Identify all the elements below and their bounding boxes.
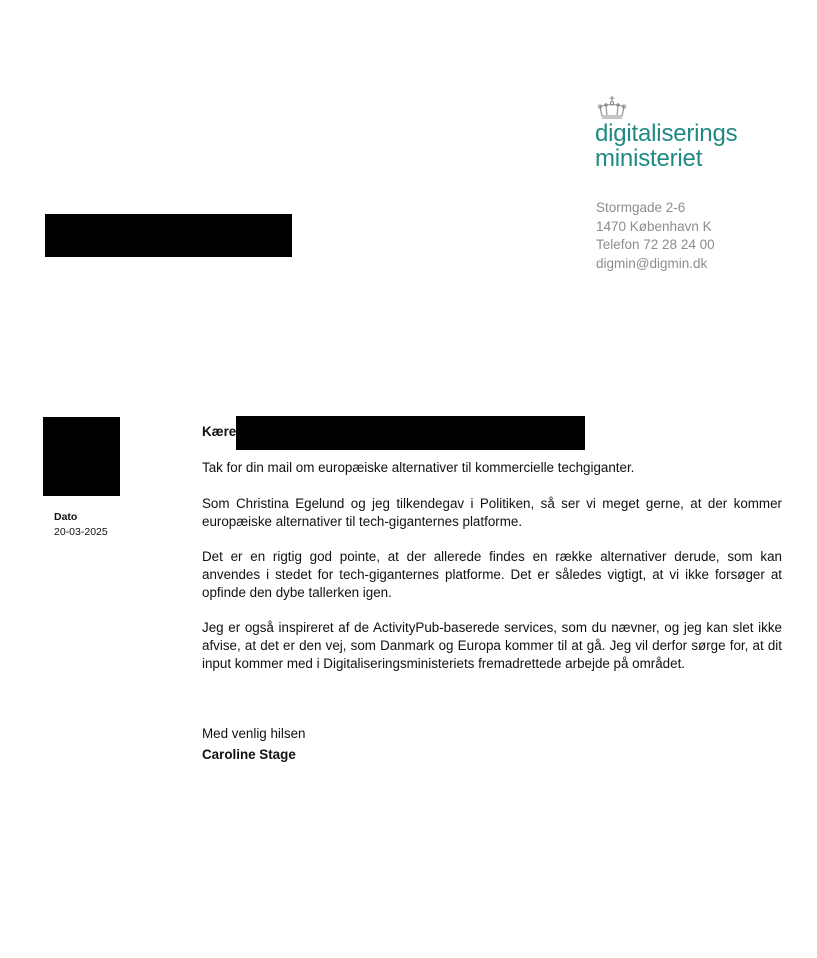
salutation: Kære <box>202 424 237 439</box>
paragraph-2: Som Christina Egelund og jeg tilkendegav i Politiken, så ser vi meget gerne, at der kommer europæiske alternativer til tech-giganternes platforme. <box>202 496 782 529</box>
letter-body <box>202 423 782 690</box>
left-margin-redaction <box>43 417 120 496</box>
address-email: digmin@digmin.dk <box>596 255 708 271</box>
paragraph-1: Tak for din mail om europæiske alternativer til kommercielle techgiganter. <box>202 460 635 475</box>
address-street: Stormgade 2-6 <box>596 200 686 215</box>
closing-greeting: Med venlig hilsen <box>202 726 306 741</box>
logo-wordmark <box>595 121 737 171</box>
date-value: 20-03-2025 <box>54 526 108 538</box>
date-label: Dato <box>54 511 78 523</box>
signature-name: Caroline Stage <box>202 747 296 762</box>
crown-icon <box>597 95 627 121</box>
sender-address <box>596 199 715 273</box>
recipient-address-redaction <box>45 214 292 257</box>
logo-line-2: ministeriet <box>595 145 703 172</box>
address-city: 1470 København K <box>596 218 712 234</box>
letter-closing <box>202 723 305 765</box>
address-phone: Telefon 72 28 24 00 <box>596 237 715 252</box>
logo-line-1: digitaliserings <box>595 120 738 147</box>
date-block <box>54 510 108 540</box>
paragraph-4: Jeg er også inspireret af de ActivityPub-baserede services, som du nævner, og jeg kan slet ikke afvise, at det er den vej, som Danmark og Europa kommer til at gå. Jeg vil derfor sørge for, at dit input kommer med i Digitaliseringsministeriets fremadrettede arbejde på området. <box>202 620 782 671</box>
paragraph-3: Det er en rigtig god pointe, at der allerede findes en række alternativer derude, som kan anvendes i stedet for tech-giganternes platforme. Det er således vigtigt, at vi ikke forsøger at opfinde den dybe tallerken igen. <box>202 549 782 600</box>
